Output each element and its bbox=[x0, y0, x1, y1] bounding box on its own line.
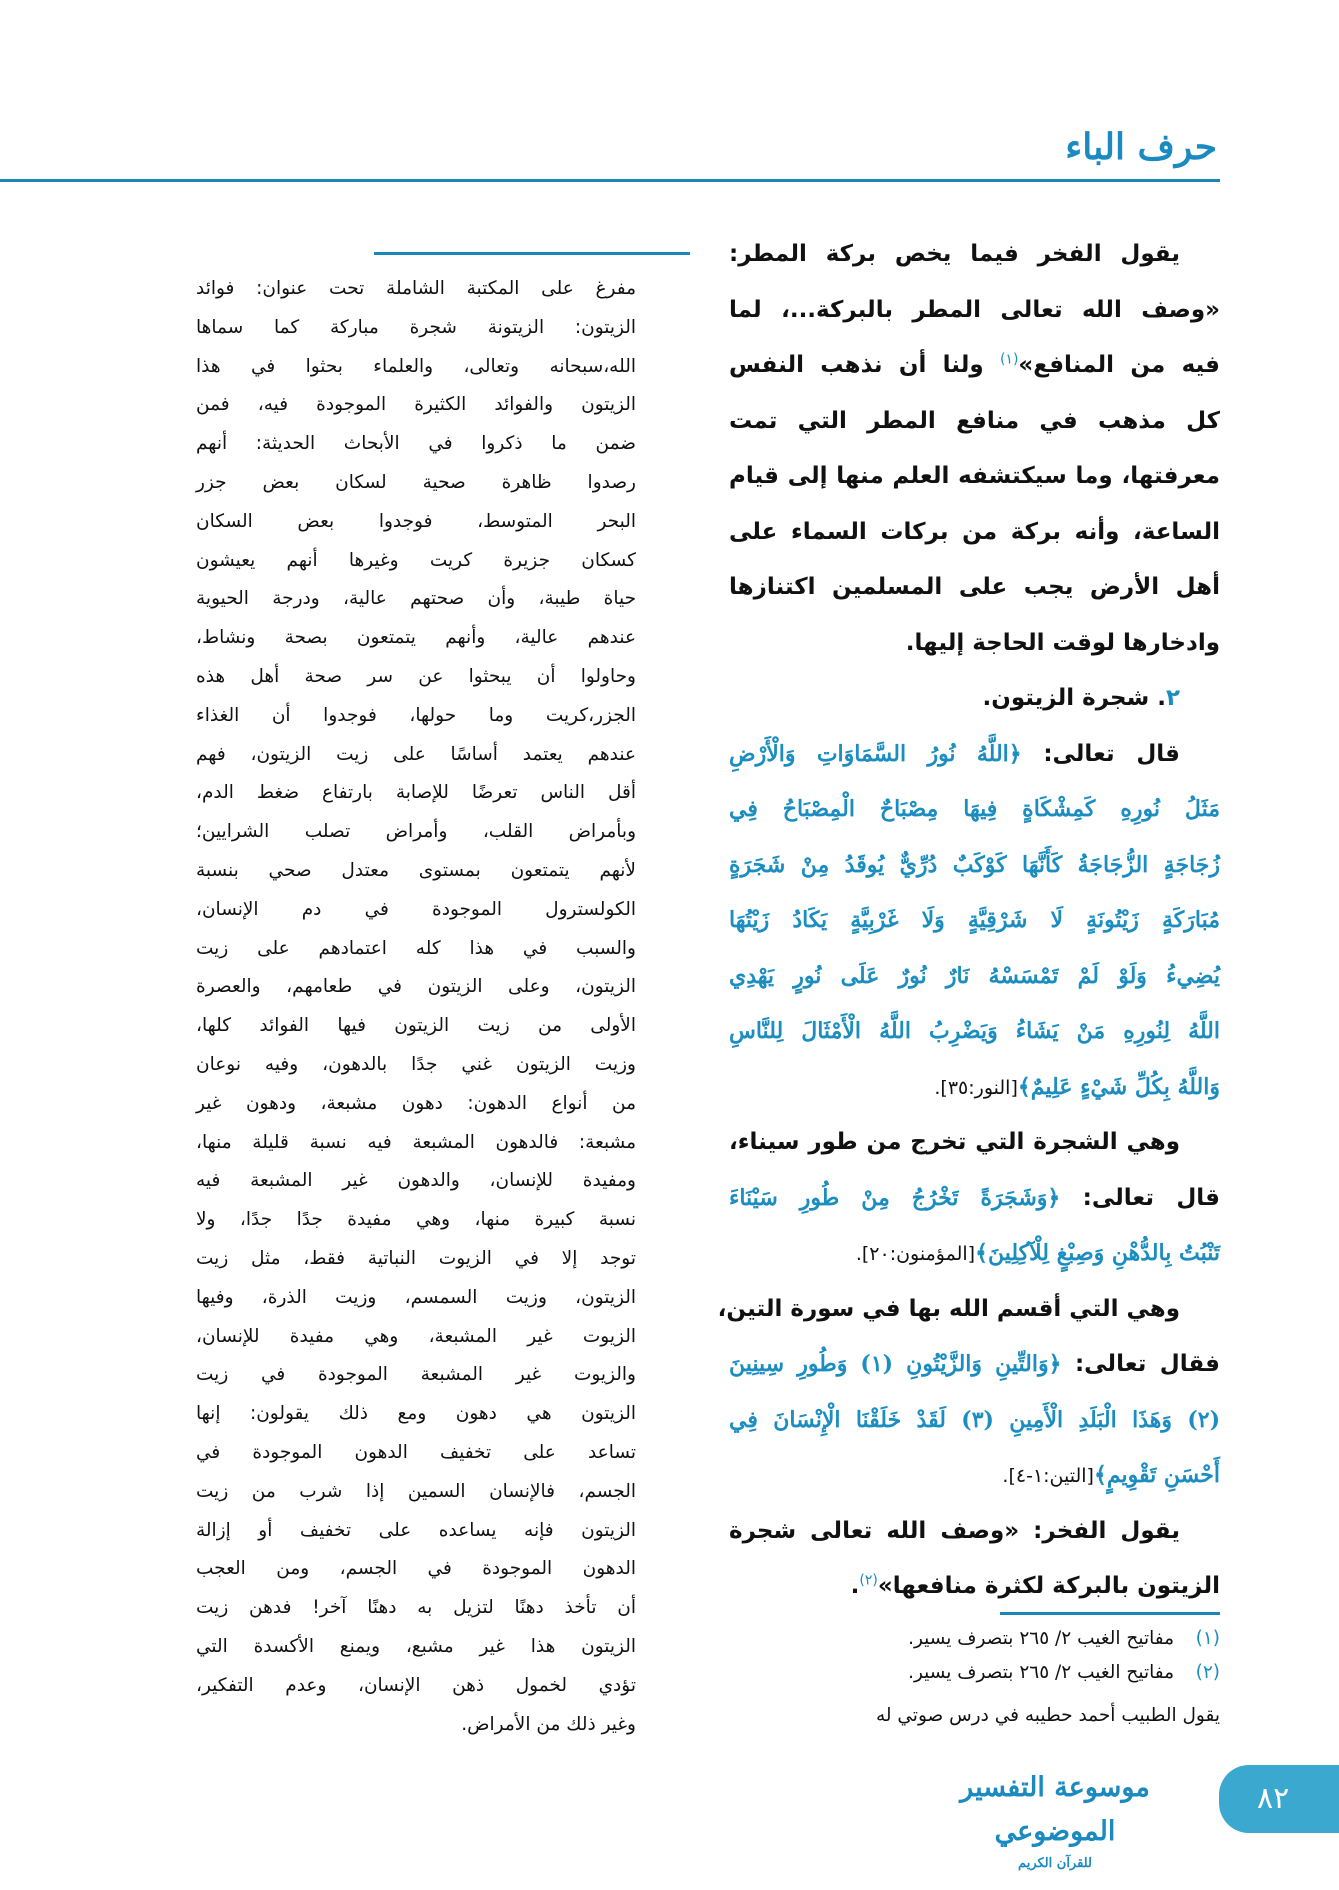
quran-verse-line bbox=[729, 727, 1220, 783]
page-number: ٨٢ bbox=[1257, 1781, 1290, 1816]
text-line: الزيتون: الزيتونة شجرة مباركة كما سماها bbox=[196, 316, 636, 338]
logo-title: موسوعة التفسير الموضوعي bbox=[960, 1772, 1150, 1847]
quran-text: اللَّهُ لِنُورِهِ مَنْ يَشَاءُ وَيَضْرِبُ اللَّهُ الْأَمْثَالَ لِلنَّاسِ bbox=[729, 1018, 1220, 1044]
left-column-divider bbox=[374, 252, 690, 255]
quran-text: ﴿وَالتِّينِ وَالزَّيْتُونِ (١) وَطُورِ سِينِينَ bbox=[729, 1351, 1062, 1377]
text-line: مشبعة: فالدهون المشبعة فيه نسبة قليلة منها، bbox=[196, 1131, 636, 1153]
text-line: الجسم، فالإنسان السمين إذا شرب من زيت bbox=[196, 1480, 636, 1502]
text-line bbox=[729, 338, 1220, 394]
text-line bbox=[729, 505, 1220, 561]
quran-text: ﴿وَشَجَرَةً تَخْرُجُ مِنْ طُورِ سَيْنَاءَ bbox=[729, 1184, 1061, 1211]
quran-verse-line bbox=[729, 1226, 1220, 1282]
verse-reference: [النور:٣٥]. bbox=[934, 1076, 1018, 1099]
text-line: الدهون الموجودة في الجسم، ومن العجب bbox=[196, 1558, 636, 1580]
text-line: ومفيدة للإنسان، والدهون غير المشبعة فيه bbox=[196, 1170, 636, 1192]
text-line: الزيتون فإنه يساعده على تخفيف أو إزالة bbox=[196, 1519, 636, 1541]
footnote-ref[interactable]: (٢) bbox=[859, 1572, 878, 1589]
quran-verse-line bbox=[729, 1337, 1220, 1393]
text-line: توجد إلا في الزيوت النباتية فقط، مثل زيت bbox=[196, 1248, 636, 1269]
text-line: الله،سبحانه وتعالى، والعلماء بحثوا في هذا bbox=[196, 355, 636, 377]
text-segment: فقال تعالى: bbox=[1061, 1351, 1220, 1377]
page-number-badge bbox=[1219, 1765, 1339, 1833]
text-line: أن تأخذ دهنًا لتزيل به دهنًا آخر! فدهن زيت bbox=[196, 1597, 636, 1619]
text-segment: الساعة، وأنه بركة من بركات السماء على bbox=[729, 518, 1220, 545]
text-segment: . شجرة الزيتون. bbox=[982, 685, 1166, 711]
text-line bbox=[729, 394, 1220, 450]
quran-verse-line bbox=[729, 1060, 1220, 1116]
text-line bbox=[729, 616, 1220, 672]
text-segment: وادخارها لوقت الحاجة إليها. bbox=[905, 629, 1220, 656]
text-line: وبأمراض القلب، وأمراض تصلب الشرايين؛ bbox=[196, 821, 636, 843]
text-line: وغير ذلك من الأمراض. bbox=[461, 1713, 636, 1735]
text-line: وحاولوا أن يبحثوا عن سر صحة أهل هذه bbox=[196, 666, 636, 687]
text-line: تساعد على تخفيف الدهون الموجودة في bbox=[196, 1442, 636, 1463]
text-line bbox=[729, 1504, 1220, 1560]
verse-reference: [التين:١-٤]. bbox=[1002, 1465, 1094, 1487]
verse-reference: [المؤمنون:٢٠]. bbox=[855, 1243, 976, 1265]
text-line bbox=[729, 283, 1220, 339]
quran-text: (٢) وَهَذَا الْبَلَدِ الْأَمِينِ (٣) لَقَدْ خَلَقْنَا الْإِنْسَانَ فِي bbox=[729, 1406, 1220, 1433]
chapter-title: حرف الباء bbox=[1065, 126, 1217, 168]
quran-text: مَثَلُ نُورِهِ كَمِشْكَاةٍ فِيهَا مِصْبَاحٌ الْمِصْبَاحُ فِي bbox=[729, 796, 1220, 822]
encyclopedia-logo bbox=[930, 1766, 1180, 1871]
text-line: عندهم يعتمد أساسًا على زيت الزيتون، فهم bbox=[196, 743, 636, 765]
text-line: لأنهم يتمتعون بمستوى معتدل صحي بنسبة bbox=[196, 860, 636, 881]
text-line: ضمن ما ذكروا في الأبحاث الحديثة: أنهم bbox=[196, 433, 636, 455]
text-line: الزيتون، وعلى الزيتون في طعامهم، والعصرة bbox=[196, 976, 636, 998]
text-segment: يقول الفخر: «وصف الله تعالى شجرة bbox=[729, 1517, 1180, 1544]
text-segment: «وصف الله تعالى المطر بالبركة...، لما bbox=[729, 296, 1220, 323]
quran-verse-line bbox=[729, 838, 1220, 894]
text-segment: ولنا أن نذهب النفس bbox=[729, 352, 1000, 378]
header-divider bbox=[0, 179, 1220, 182]
text-line: البحر المتوسط، فوجدوا بعض السكان bbox=[196, 510, 636, 532]
text-line bbox=[729, 1115, 1220, 1171]
footnote bbox=[729, 1705, 1220, 1726]
footnote-ref[interactable]: (١) bbox=[999, 351, 1019, 368]
footnote bbox=[729, 1628, 1220, 1649]
quran-verse-line bbox=[729, 1393, 1220, 1449]
text-line: من أنواع الدهون: دهون مشبعة، ودهون غير bbox=[196, 1092, 636, 1114]
text-line: الجزر،كريت وما حولها، فوجدوا أن الغذاء bbox=[196, 704, 636, 726]
text-line: الكولسترول الموجودة في دم الإنسان، bbox=[196, 898, 636, 920]
text-line bbox=[729, 1559, 1220, 1615]
text-segment: ٢ bbox=[1165, 685, 1180, 711]
quran-text: تَنْبُتُ بِالدُّهْنِ وَصِبْغٍ لِلْآكِلِينَ﴾ bbox=[975, 1240, 1220, 1266]
quran-text: أَحْسَنِ تَقْوِيمٍ﴾ bbox=[1093, 1462, 1220, 1488]
text-segment: كل مذهب في منافع المطر التي تمت bbox=[729, 407, 1220, 434]
text-segment: معرفتها، وما سيكتشفه العلم منها إلى قيام bbox=[729, 463, 1220, 489]
text-line bbox=[717, 1282, 1220, 1338]
text-line: مفرغ على المكتبة الشاملة تحت عنوان: فوائد bbox=[196, 278, 636, 299]
text-line: الزيتون هي دهون ومع ذلك يقولون: إنها bbox=[196, 1403, 636, 1425]
footnote-text: مفاتيح الغيب ٢/ ٢٦٥ بتصرف يسير. bbox=[908, 1628, 1174, 1649]
text-line: والسبب في هذا كله اعتمادهم على زيت bbox=[196, 937, 636, 959]
text-line: الأولى من زيت الزيتون فيها الفوائد كلها، bbox=[196, 1015, 636, 1037]
text-segment: يقول الفخر فيما يخص بركة المطر: bbox=[729, 241, 1180, 267]
text-segment: الزيتون بالبركة لكثرة منافعها» bbox=[877, 1573, 1220, 1599]
text-segment: وهي الشجرة التي تخرج من طور سيناء، bbox=[729, 1129, 1180, 1155]
text-segment: قال تعالى: bbox=[1060, 1184, 1220, 1211]
text-segment: . bbox=[850, 1573, 860, 1599]
text-line: تؤدي لخمول ذهن الإنسان، وعدم التفكير، bbox=[196, 1674, 636, 1696]
quran-verse-line bbox=[729, 1448, 1220, 1504]
quran-verse-line bbox=[729, 949, 1220, 1005]
quran-verse-line bbox=[729, 1004, 1220, 1060]
text-line: كسكان جزيرة كريت وغيرها أنهم يعيشون bbox=[196, 549, 636, 571]
text-segment: أهل الأرض يجب على المسلمين اكتنازها bbox=[729, 574, 1220, 600]
quran-text: يُضِيءُ وَلَوْ لَمْ تَمْسَسْهُ نَارٌ نُورٌ عَلَى نُورٍ يَهْدِي bbox=[729, 962, 1220, 989]
text-line: الزيتون والفوائد الكثيرة الموجودة فيه، فمن bbox=[196, 394, 636, 416]
text-line bbox=[729, 227, 1220, 283]
footnote-number: (٢) bbox=[1195, 1662, 1220, 1683]
footnote-divider bbox=[1000, 1612, 1220, 1615]
text-line: حياة طيبة، وأن صحتهم عالية، ودرجة الحيوية bbox=[196, 588, 636, 610]
footnote-text: يقول الطبيب أحمد حطيبه في درس صوتي له bbox=[875, 1705, 1220, 1726]
text-line: الزيتون، وزيت السمسم، وزيت الذرة، وفيها bbox=[196, 1286, 636, 1308]
quran-verse-line bbox=[729, 782, 1220, 838]
footnote-text: مفاتيح الغيب ٢/ ٢٦٥ بتصرف يسير. bbox=[908, 1662, 1174, 1683]
footnote bbox=[729, 1662, 1220, 1683]
text-line: رصدوا ظاهرة صحية لسكان بعض جزر bbox=[196, 472, 636, 493]
quran-text: وَاللَّهُ بِكُلِّ شَيْءٍ عَلِيمٌ﴾ bbox=[1017, 1073, 1220, 1100]
text-segment: قال تعالى: bbox=[1021, 740, 1180, 767]
text-line bbox=[729, 560, 1220, 616]
text-segment: فيه من المنافع» bbox=[1018, 352, 1220, 378]
quran-text: مُبَارَكَةٍ زَيْتُونَةٍ لَا شَرْقِيَّةٍ وَلَا غَرْبِيَّةٍ يَكَادُ زَيْتُهَا bbox=[729, 907, 1220, 933]
text-line: وزيت الزيتون غني جدًا بالدهون، وفيه نوعان bbox=[196, 1054, 636, 1075]
text-line: نسبة كبيرة منها، وهي مفيدة جدًا جدًا، ولا bbox=[196, 1209, 636, 1231]
quran-verse-line bbox=[729, 1171, 1220, 1227]
quran-text: زُجَاجَةٍ الزُّجَاجَةُ كَأَنَّهَا كَوْكَبٌ دُرِّيٌّ يُوقَدُ مِنْ شَجَرَةٍ bbox=[729, 851, 1220, 878]
logo-subtitle: للقرآن الكريم bbox=[1018, 1856, 1092, 1871]
text-line: والزيوت غير المشبعة الموجودة في زيت bbox=[196, 1364, 636, 1386]
text-line: الزيوت غير المشبعة، وهي مفيدة للإنسان، bbox=[196, 1325, 636, 1347]
text-line bbox=[729, 449, 1220, 505]
text-segment: وهي التي أقسم الله بها في سورة التين، bbox=[717, 1295, 1180, 1322]
text-line: عندهم عالية، وأنهم يتمتعون بصحة ونشاط، bbox=[196, 627, 636, 649]
quran-text: ﴿اللَّهُ نُورُ السَّمَاوَاتِ وَالْأَرْضِ bbox=[729, 740, 1022, 767]
text-line: أقل الناس تعرضًا للإصابة بارتفاع ضغط الدم، bbox=[196, 782, 636, 804]
quran-verse-line bbox=[729, 893, 1220, 949]
footnote-number: (١) bbox=[1195, 1628, 1220, 1649]
text-line: الزيتون هذا غير مشبع، ويمنع الأكسدة التي bbox=[196, 1636, 636, 1657]
text-line bbox=[729, 671, 1220, 727]
